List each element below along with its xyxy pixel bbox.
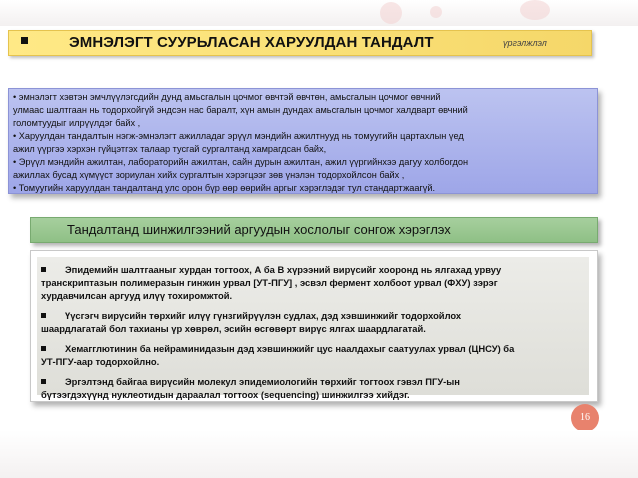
criteria-line: улмаас шалтгаан нь тодорхойгүй эндсэн нас баралт, хүн амын дундах амьсгалын цочмог халдварт өвчний xyxy=(13,105,468,115)
bullet-icon xyxy=(41,346,46,351)
section-subtitle: Тандалтанд шинжилгээний аргуудын хослолыг сонгож хэрэглэх xyxy=(67,222,451,237)
list-item-text: УТ-ПГУ-аар тодорхойлно. xyxy=(41,356,160,367)
bullet-icon xyxy=(41,313,46,318)
list-item xyxy=(41,309,585,335)
title-continuation-tag: үргэлжлэл xyxy=(503,38,547,48)
decorative-dot xyxy=(380,2,402,24)
criteria-line: ажил үүргээ хэрхэн гүйцэтгэх талаар тусгай сургалтанд хамрагдсан байх, xyxy=(13,144,327,154)
list-item-text: Хемагглютинин ба нейраминидазын дэд хэвшинжийг цус наалдахыг саатуулах урвал (ЦНСУ) ба xyxy=(65,343,515,354)
methods-box-inner xyxy=(37,257,589,400)
slide-title: ЭМНЭЛЭГТ СУУРЬЛАСАН ХАРУУЛДАН ТАНДАЛТ xyxy=(69,34,434,51)
list-item xyxy=(41,263,585,302)
list-item xyxy=(41,342,585,368)
methods-box xyxy=(30,250,598,402)
criteria-line: • Томуугийн харуулдан тандалтанд улс орон бүр өөр өөрийн аргыг хэрэглэдэг тул стандартжаагүй. xyxy=(13,183,436,193)
list-item-text: шаардлагатай бол тахианы үр хөврөл, эсийн өсгөвөрт вирүс ялгах шаардлагатай. xyxy=(41,323,426,334)
bullet-icon xyxy=(41,267,46,272)
list-item-text: бүтээгдэхүүнд нуклеотидын дараалал тогтоох (sequencing) шинжилгээ хийдэг. xyxy=(41,389,410,400)
slide-title-bar xyxy=(8,30,592,56)
criteria-line: • эмнэлэгт хэвтэн эмчлүүлэгсдийн дунд амьсгалын цочмог өвчтэй өвчтөн, амьсгалын цочмог өвчний xyxy=(13,92,441,102)
subtitle-bar xyxy=(30,217,598,243)
decorative-dot xyxy=(520,0,550,20)
title-bullet-icon xyxy=(21,37,28,44)
list-item-text: транскриптазын полимеразын гинжин урвал [УТ-ПГУ] , эсвэл фермент холбоот урвал (ФХУ) зэрэг xyxy=(41,277,498,288)
criteria-line: ажиллах бусад хүмүүст зориулан хийх сургалтын хэрэгцээг зөв үнэлэн тодорхойлсон байх , xyxy=(13,170,405,180)
list-item-text: хурдавчилсан аргууд илүү тохиромжтой. xyxy=(41,290,233,301)
criteria-line: • Харуулдан тандалтын нэгж-эмнэлэгт ажилладаг эрүүл мэндийн ажилтнууд нь томуугийн цартахлын үед xyxy=(13,131,464,141)
page-number-badge: 16 xyxy=(571,404,599,432)
bottom-decoration xyxy=(0,430,638,478)
criteria-line: голомтуудыг илрүүлдэг байх , xyxy=(13,118,141,128)
bullet-icon xyxy=(41,379,46,384)
list-item xyxy=(41,375,585,401)
criteria-line: • Эрүүл мэндийн ажилтан, лабораторийн ажилтан, сайн дурын ажилтан, ажил үүргийнхээ дагуу холбогдон xyxy=(13,157,469,167)
list-item-text: Эпидемийн шалтгааныг хурдан тогтоох, А ба В хүрээний вирүсийг хооронд нь ялгахад урвуу xyxy=(65,264,502,275)
criteria-box xyxy=(8,88,598,194)
list-item-text: Эргэлтэнд байгаа вирүсийн молекул эпидемиологийн төрхийг тогтоох гэвэл ПГУ-ын xyxy=(65,376,460,387)
list-item-text: Үүсгэгч вирүсийн төрхийг илүү гүнзгийрүүлэн судлах, дэд хэвшинжийг тодорхойлох xyxy=(65,310,462,321)
decorative-dot xyxy=(430,6,442,18)
